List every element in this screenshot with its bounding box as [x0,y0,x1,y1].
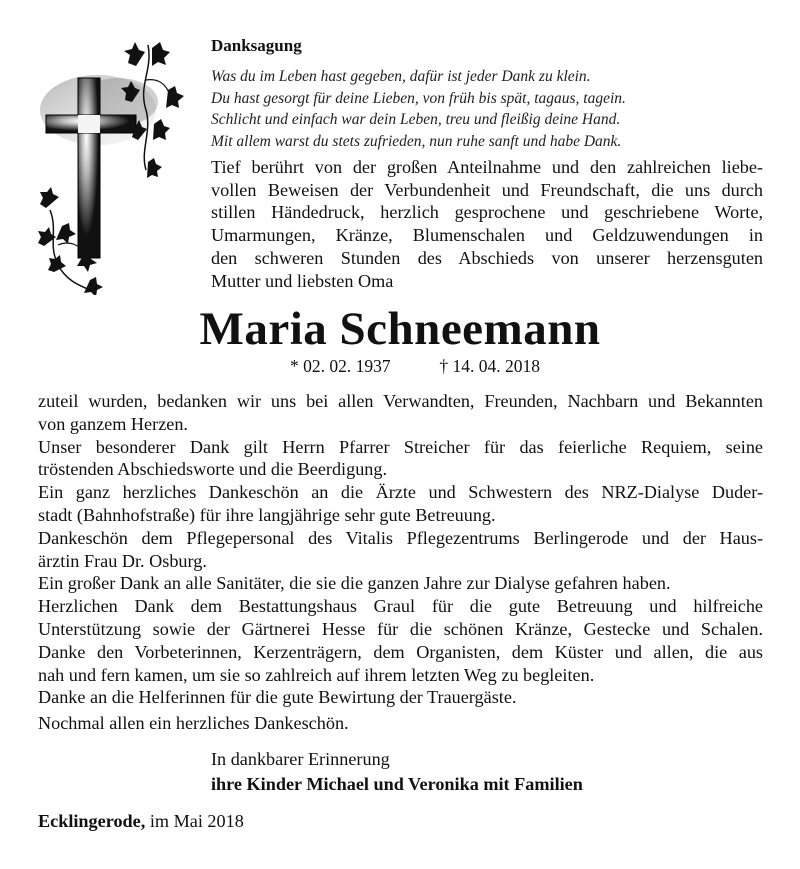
intro-line: Umarmungen, Kränze, Blumenschalen und Geldzuwendungen in [211,225,763,246]
intro-line: vollen Beweisen der Verbundenheit und Freundschaft, die uns durch [211,179,763,200]
body-line: Unser besonderer Dank gilt Herrn Pfarrer Streicher für das feierliche Requiem, seine [38,436,763,457]
intro-paragraph [211,156,763,292]
body-line: stadt (Bahnhofstraße) für ihre langjährige sehr gute Betreuung. [38,504,496,525]
birth-date: * 02. 02. 1937 [290,356,391,376]
poem-line: Du hast gesorgt für deine Lieben, von früh bis spät, tagaus, tagein. [211,89,626,107]
body-line: Danke den Vorbeterinnen, Kerzenträgern, dem Organisten, dem Küster und allen, die aus [38,641,763,662]
life-dates [290,356,540,377]
body-line: von ganzem Herzen. [38,413,188,434]
poem-line: Mit allem warst du stets zufrieden, nun ruhe sanft und habe Dank. [211,132,622,150]
closing-line: Nochmal allen ein herzliches Dankeschön. [38,713,349,733]
body-line: Ein großer Dank an alle Sanitäter, die sie die ganzen Jahre zur Dialyse gefahren haben. [38,573,671,594]
poem-line: Was du im Leben hast gegeben, dafür ist jeder Dank zu klein. [211,68,591,85]
date: im Mai 2018 [149,811,244,831]
intro-line: stillen Händedruck, herzlich gesprochene und geschriebene Worte, [211,202,763,223]
body-line: Dankeschön dem Pflegepersonal des Vitalis Pflegezentrums Berlingerode und der Haus- [38,527,763,548]
intro-line: den schweren Stunden des Abschieds von unserer herzensguten [211,247,763,268]
cross-with-ivy-icon [28,40,198,295]
place: Ecklingerode, [38,811,146,831]
body-line: Unterstützung sowie der Gärtnerei Hesse für die schönen Kränze, Gestecke und Schalen. [38,618,763,639]
intro-line: Mutter und liebsten Oma [211,270,394,291]
signature: ihre Kinder Michael und Veronika mit Familien [211,774,583,794]
death-date: † 14. 04. 2018 [439,356,540,376]
body-line: tröstenden Abschiedsworte und die Beerdigung. [38,459,388,480]
body-line: ärztin Frau Dr. Osburg. [38,550,207,571]
place-date [38,811,244,832]
deceased-name: Maria Schneemann [199,303,601,355]
body-line: Herzlichen Dank dem Bestattungshaus Graul für die gute Betreuung und hilfreiche [38,596,763,617]
body-text [38,390,763,709]
body-line: Ein ganz herzliches Dankeschön an die Ärzte und Schwestern des NRZ-Dialyse Duder- [38,482,763,503]
remembrance-line: In dankbarer Erinnerung [211,749,390,769]
body-line: nah und fern kamen, um sie so zahlreich auf ihrem letzten Weg zu begleiten. [38,664,595,685]
body-line: Danke an die Helferinnen für die gute Bewirtung der Trauergäste. [38,687,517,708]
poem-line: Schlicht und einfach war dein Leben, treu und fleißig deine Hand. [211,111,621,129]
body-line: zuteil wurden, bedanken wir uns bei allen Verwandten, Freunden, Nachbarn und Bekannten [38,391,763,411]
heading: Danksagung [211,36,302,55]
intro-line: Tief berührt von der großen Anteilnahme und den zahlreichen liebe- [211,157,763,177]
poem [211,66,626,152]
